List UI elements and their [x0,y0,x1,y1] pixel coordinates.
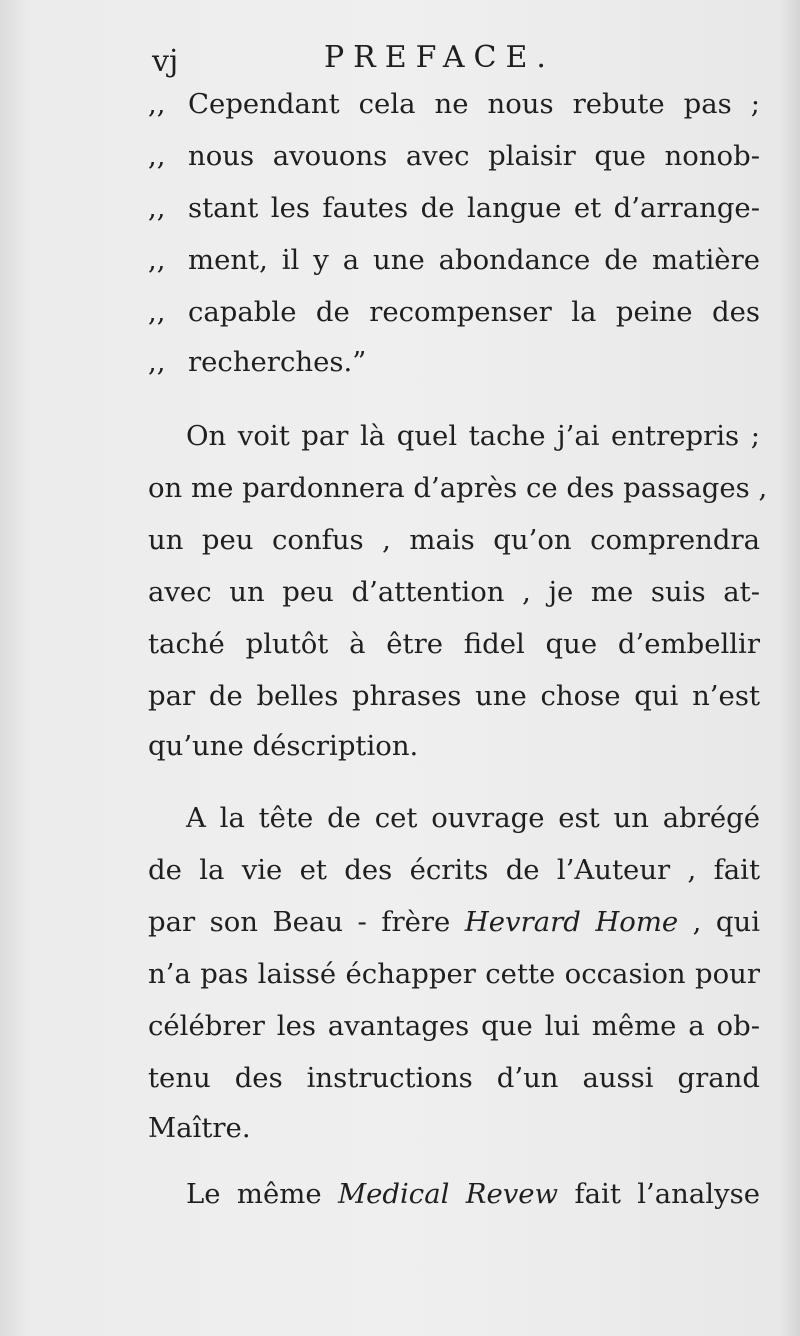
line-text-after: , qui [678,906,761,938]
quote-mark: ,, [148,346,166,378]
page-header [152,40,772,80]
line-text: recherches.” [188,346,367,378]
text-line [148,234,760,286]
line-text: un peu confus , mais qu’on comprendra [148,524,760,556]
line-text: Cependant cela ne nous rebute pas ; [188,88,760,120]
line-text-after: fait l’analyse [558,1178,760,1210]
quote-mark: ,, [148,88,166,120]
text-line [148,720,760,772]
line-text: célébrer les avantages que lui même a ob- [148,1010,760,1042]
line-text: avec un peu d’attention , je me suis at- [148,576,760,608]
line-text: on me pardonnera d’après ce des passages , [148,472,768,504]
text-line [148,566,760,618]
text-line [148,410,760,462]
page-number: vj [152,44,179,79]
line-text: de la vie et des écrits de l’Auteur , fait [148,854,760,886]
line-text-before: par son Beau - frère [148,906,465,938]
text-line [148,1052,760,1104]
running-title: PREFACE. [324,40,555,75]
italic-name: Hevrard Home [464,906,679,938]
quote-mark: ,, [148,296,166,328]
line-text: stant les fautes de langue et d’arrange- [188,192,760,224]
line-text-before: Le même [186,1178,338,1210]
line-text: ment, il y a une abondance de matière [188,244,760,276]
text-line [148,792,760,844]
line-text: par de belles phrases une chose qui n’est [148,680,760,712]
text-line [148,130,760,182]
line-text: capable de recompenser la peine des [188,296,760,328]
text-line [148,670,760,722]
text-line [148,1102,760,1154]
line-text: Maître. [148,1112,251,1144]
text-line [148,896,760,948]
quote-mark: ,, [148,244,166,276]
line-text: On voit par là quel tache j’ai entrepris ; [186,420,760,452]
text-line [148,182,760,234]
text-line [148,844,760,896]
text-line [148,1000,760,1052]
line-text: taché plutôt à être fidel que d’embellir [148,628,760,660]
quote-mark: ,, [148,192,166,224]
text-line [148,336,760,388]
line-text: qu’une déscription. [148,730,419,762]
line-text: tenu des instructions d’un aussi grand [148,1062,760,1094]
text-line [148,948,760,1000]
line-text [148,896,760,948]
text-line [148,462,768,514]
line-text [148,1168,760,1220]
text-line [148,1168,760,1220]
text-line [148,618,760,670]
text-line [148,286,760,338]
italic-name: Medical Revew [337,1178,559,1210]
line-text: nous avouons avec plaisir que nonob- [188,140,760,172]
text-line [148,514,760,566]
line-text: n’a pas laissé échapper cette occasion pour [148,958,760,990]
quote-mark: ,, [148,140,166,172]
text-line [148,78,760,130]
line-text: A la tête de cet ouvrage est un abrégé [186,802,760,834]
